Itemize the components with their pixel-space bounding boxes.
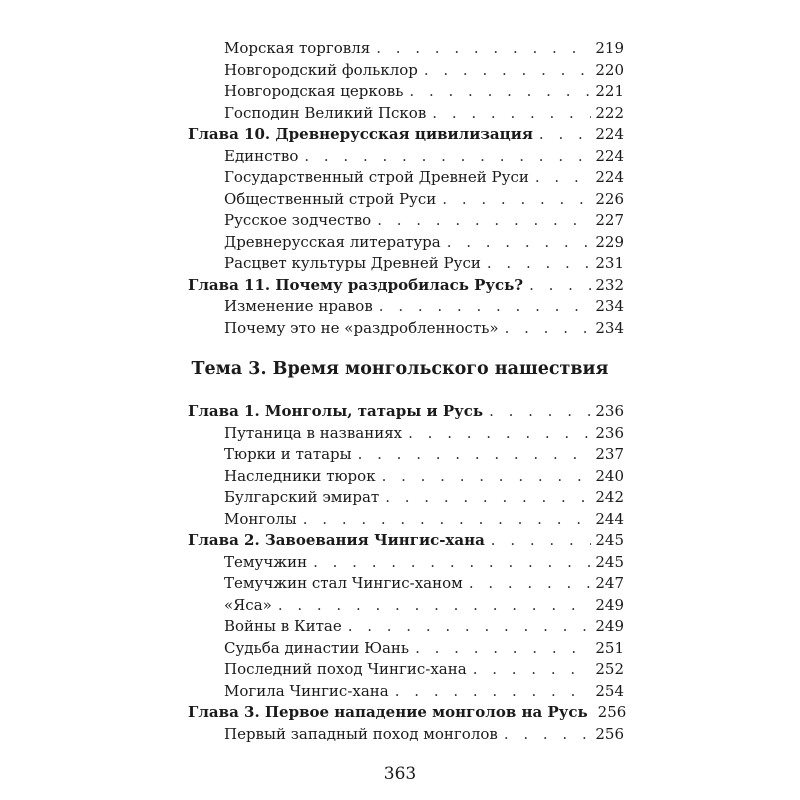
toc-dot-leader — [408, 423, 591, 445]
toc-entry-page: 249 — [595, 617, 624, 635]
toc-subsection-entry — [188, 444, 624, 466]
toc-entry-title: Судьба династии Юань — [224, 638, 410, 657]
table-of-contents-bottom — [188, 401, 627, 745]
toc-entry-title: Почему это не «раздробленность» — [224, 318, 499, 337]
toc-dot-leader — [395, 681, 592, 703]
toc-entry-page: 245 — [595, 531, 624, 549]
toc-entry-title: Расцвет культуры Древней Руси — [224, 254, 481, 272]
toc-entry-page: 224 — [595, 125, 624, 143]
toc-subsection-entry — [188, 466, 624, 488]
toc-subsection-entry — [188, 509, 624, 531]
toc-subsection-entry — [188, 296, 624, 318]
toc-subsection-entry — [188, 552, 624, 574]
toc-entry-page: 242 — [595, 488, 624, 506]
toc-entry-title: Последний поход Чингис-хана — [224, 660, 467, 678]
toc-entry-page: 252 — [595, 660, 624, 678]
toc-dot-leader — [348, 616, 592, 638]
toc-dot-leader — [424, 60, 592, 82]
toc-entry-title: Тюрки и татары — [224, 445, 352, 463]
toc-dot-leader — [432, 103, 591, 125]
toc-dot-leader — [278, 595, 592, 617]
toc-entry-page: 231 — [595, 254, 624, 272]
toc-dot-leader — [409, 81, 591, 103]
toc-chapter-entry — [188, 401, 624, 423]
toc-subsection-entry — [188, 487, 624, 509]
toc-subsection-entry — [188, 573, 624, 595]
toc-entry-title: Темучжин стал Чингис-ханом — [224, 574, 463, 592]
toc-dot-leader — [358, 444, 592, 466]
toc-dot-leader — [376, 38, 591, 60]
table-of-contents-top — [188, 38, 624, 339]
toc-chapter-entry — [188, 124, 624, 146]
toc-entry-title: Наследники тюрок — [224, 466, 376, 485]
toc-dot-leader — [473, 659, 592, 681]
toc-entry-title: «Яса» — [224, 595, 272, 614]
toc-entry-title: Темучжин — [224, 552, 308, 571]
toc-entry-page: 220 — [595, 60, 624, 79]
toc-entry-title: Глава 11. Почему раздробилась Русь? — [188, 275, 524, 294]
toc-subsection-entry — [188, 681, 624, 703]
toc-entry-title: Глава 1. Монголы, татары и Русь — [188, 402, 484, 420]
toc-subsection-entry — [188, 638, 624, 660]
toc-entry-page: 234 — [595, 318, 624, 337]
toc-entry-page: 234 — [595, 297, 624, 315]
toc-dot-leader — [504, 724, 592, 746]
toc-dot-leader — [303, 509, 592, 531]
toc-entry-page: 249 — [595, 595, 624, 614]
toc-subsection-entry — [188, 232, 624, 254]
toc-subsection-entry — [188, 616, 624, 638]
toc-subsection-entry — [188, 595, 624, 617]
toc-subsection-entry — [188, 659, 624, 681]
toc-entry-page: 251 — [595, 638, 624, 657]
toc-entry-title: Государственный строй Древней Руси — [224, 168, 529, 186]
toc-entry-page: 245 — [595, 552, 624, 571]
toc-entry-page: 240 — [595, 466, 624, 485]
toc-entry-title: Первый западный поход монголов — [224, 724, 498, 743]
toc-entry-title: Новгородская церковь — [224, 82, 404, 100]
toc-dot-leader — [385, 487, 591, 509]
toc-dot-leader — [535, 167, 591, 189]
toc-dot-leader — [415, 638, 591, 660]
toc-entry-title: Древнерусская литература — [224, 232, 441, 251]
toc-entry-page: 256 — [597, 703, 627, 721]
toc-entry-title: Монголы — [224, 509, 297, 528]
toc-dot-leader — [487, 253, 591, 275]
page-number: 363 — [383, 764, 417, 784]
toc-entry-page: 227 — [595, 211, 624, 229]
toc-subsection-entry — [188, 423, 624, 445]
toc-subsection-entry — [188, 146, 624, 168]
toc-entry-page: 224 — [595, 146, 624, 165]
toc-subsection-entry — [188, 210, 624, 232]
toc-subsection-entry — [188, 318, 624, 340]
toc-entry-page: 229 — [595, 232, 624, 251]
toc-entry-page: 219 — [595, 39, 624, 57]
toc-subsection-entry — [188, 189, 624, 211]
toc-dot-leader — [379, 296, 592, 318]
toc-entry-title: Глава 3. Первое нападение монголов на Русь — [188, 703, 588, 721]
toc-entry-title: Единство — [224, 146, 299, 165]
toc-entry-page: 226 — [595, 189, 624, 208]
toc-dot-leader — [529, 275, 591, 297]
toc-entry-page: 221 — [595, 82, 624, 100]
toc-dot-leader — [491, 530, 592, 552]
toc-dot-leader — [539, 124, 591, 146]
toc-entry-page: 256 — [595, 724, 624, 743]
toc-entry-title: Глава 2. Завоевания Чингис-хана — [188, 531, 485, 549]
toc-entry-title: Общественный строй Руси — [224, 189, 437, 208]
toc-subsection-entry — [188, 60, 624, 82]
toc-subsection-entry — [188, 81, 624, 103]
toc-dot-leader — [469, 573, 592, 595]
toc-entry-page: 224 — [595, 168, 624, 186]
toc-dot-leader — [505, 318, 592, 340]
toc-subsection-entry — [188, 167, 624, 189]
toc-dot-leader — [304, 146, 591, 168]
toc-chapter-entry — [188, 702, 627, 724]
toc-entry-title: Новгородский фольклор — [224, 60, 418, 79]
section-title: Тема 3. Время монгольского нашествия — [191, 359, 609, 379]
toc-entry-title: Путаница в названиях — [224, 423, 403, 442]
toc-dot-leader — [447, 232, 592, 254]
toc-entry-title: Булгарский эмират — [224, 488, 380, 506]
toc-dot-leader — [382, 466, 592, 488]
toc-subsection-entry — [188, 253, 624, 275]
toc-entry-page: 254 — [595, 681, 624, 700]
toc-dot-leader — [313, 552, 591, 574]
toc-dot-leader — [442, 189, 591, 211]
toc-chapter-entry — [188, 275, 624, 297]
toc-entry-title: Войны в Китае — [224, 617, 342, 635]
toc-entry-page: 236 — [595, 402, 624, 420]
toc-entry-title: Господин Великий Псков — [224, 103, 427, 122]
toc-entry-page: 222 — [595, 103, 624, 122]
toc-subsection-entry — [188, 103, 624, 125]
toc-entry-page: 232 — [595, 275, 624, 294]
toc-entry-title: Глава 10. Древнерусская цивилизация — [188, 125, 533, 143]
toc-subsection-entry — [188, 38, 624, 60]
toc-entry-page: 237 — [595, 445, 624, 463]
toc-entry-title: Морская торговля — [224, 39, 371, 57]
toc-entry-title: Изменение нравов — [224, 297, 373, 315]
toc-entry-title: Русское зодчество — [224, 211, 372, 229]
toc-dot-leader — [489, 401, 591, 423]
toc-subsection-entry — [188, 724, 624, 746]
toc-entry-page: 247 — [595, 574, 624, 592]
toc-chapter-entry — [188, 530, 624, 552]
toc-entry-page: 244 — [595, 509, 624, 528]
toc-dot-leader — [377, 210, 591, 232]
toc-entry-page: 236 — [595, 423, 624, 442]
toc-entry-title: Могила Чингис-хана — [224, 681, 389, 700]
